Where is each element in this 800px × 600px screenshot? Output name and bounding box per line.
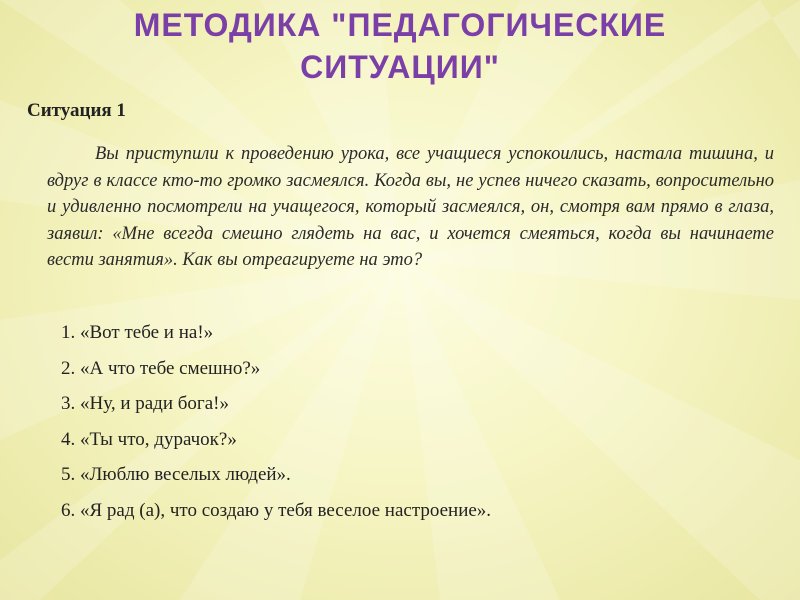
answer-item: 1. «Вот тебе и на!» <box>61 322 214 343</box>
answer-item: 6. «Я рад (а), что создаю у тебя веселое настроение». <box>61 499 492 521</box>
answer-item: 3. «Ну, и ради бога!» <box>61 393 229 414</box>
slide-title <box>40 4 760 88</box>
slide-title-line1: МЕТОДИКА "ПЕДАГОГИЧЕСКИЕ <box>133 7 667 43</box>
answer-list <box>61 315 491 528</box>
answer-item: 4. «Ты что, дурачок?» <box>61 428 237 450</box>
situation-text: Вы приступили к проведению урока, все учащиеся успокоились, настала тишина, и вдруг в классе кто-то громко засмеялся. Когда вы, не успев ничего сказать, вопросительно и удивленно посмотрели на учащегося, который засмеялся, он, смотря вам прямо в глаза, заявил: «Мне всегда смешно глядеть на вас, и хочется смеяться, когда вы начинаете вести занятия». Как вы отреагируете на это? <box>47 144 774 270</box>
answer-item: 5. «Люблю веселых людей». <box>61 464 291 485</box>
answer-item: 2. «А что тебе смешно?» <box>61 357 261 379</box>
slide-title-line2: СИТУАЦИИ" <box>300 49 500 85</box>
situation-heading: Ситуация 1 <box>27 100 126 121</box>
